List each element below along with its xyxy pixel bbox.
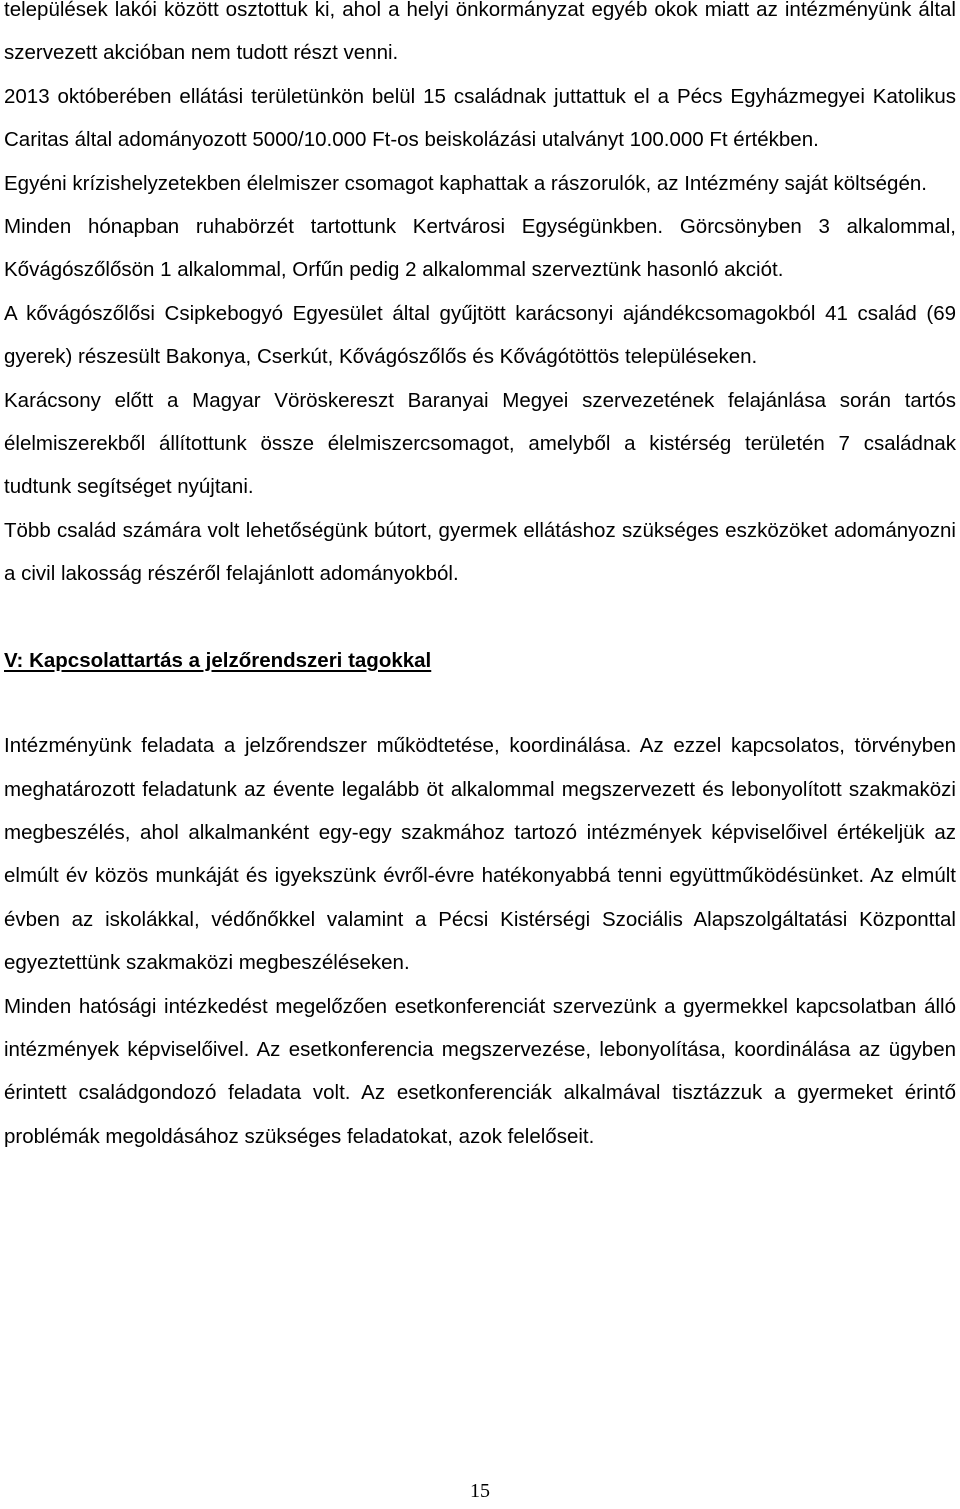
paragraph-signal-system-task: Intézményünk feladata a jelzőrendszer működtetése, koordinálása. Az ezzel kapcsolatos, törvényben meghatározott feladatunk az évente legalább öt alkalommal megszervezett és lebonyolított szakmaközi megbeszélés, ahol alkalmanként egy-egy szakmához tartozó intézmények képviselőivel értékeljük az elmúlt év közös munkáját és igyekszünk évről-évre hatékonyabbá tenni együttműködésünket. Az elmúlt évben az iskolákkal, védőnőkkel valamint a Pécsi Kistérségi Szociális Alapszolgáltatási Központtal egyeztettünk szakmaközi megbeszéléseken. <box>4 734 956 975</box>
paragraph-red-cross-donation: Karácsony előtt a Magyar Vöröskereszt Baranyai Megyei szervezetének felajánlása során tartós élelmiszerekből állítottunk össze élelmiszercsomagot, amelyből a kistérség területén 7 családnak tudtunk segítséget nyújtani. <box>4 388 956 499</box>
document-page <box>4 0 956 1509</box>
paragraph-clothing-exchange: Minden hónapban ruhabörzét tartottunk Kertvárosi Egységünkben. Görcsönyben 3 alkalommal, Kővágószőlősön 1 alkalommal, Orfűn pedig 2 alkalommal szerveztünk hasonló akciót. <box>4 215 956 282</box>
page-number: 15 <box>470 1480 490 1502</box>
section-heading: V: Kapcsolattartás a jelzőrendszeri tagokkal <box>4 648 432 672</box>
paragraph-school-vouchers: 2013 októberében ellátási területünkön belül 15 családnak juttattuk el a Pécs Egyházmegyei Katolikus Caritas által adományozott 5000/10.000 Ft-os beiskolázási utalványt 100.000 Ft értékben. <box>4 84 956 152</box>
paragraph-christmas-gift-packages: A kővágószőlősi Csipkebogyó Egyesület által gyűjtött karácsonyi ajándékcsomagokból 41 család (69 gyerek) részesült Bakonya, Cserkút, Kővágószőlős és Kővágótöttös településeken. <box>4 301 956 369</box>
paragraph-case-conferences: Minden hatósági intézkedést megelőzően esetkonferenciát szervezünk a gyermekkel kapcsolatban álló intézmények képviselőivel. Az esetkonferencia megszervezése, lebonyolítása, koordinálása az ügyben érintett családgondozó feladata volt. Az esetkonferenciák alkalmával tisztázzuk a gyermeket érintő problémák megoldásához szükséges feladatokat, azok felelőseit. <box>4 994 956 1148</box>
paragraph-furniture-donation: Több család számára volt lehetőségünk bútort, gyermek ellátáshoz szükséges eszközöket adományozni a civil lakosság részéről felajánlott adományokból. <box>4 518 956 586</box>
paragraph-crisis-food-packages: Egyéni krízishelyzetekben élelmiszer csomagot kaphattak a rászorulók, az Intézmény saját költségén. <box>4 171 927 195</box>
paragraph-food-distribution-end: települések lakói között osztottuk ki, ahol a helyi önkormányzat egyéb okok miatt az intézményünk által szervezett akcióban nem tudott részt venni. <box>4 0 956 65</box>
